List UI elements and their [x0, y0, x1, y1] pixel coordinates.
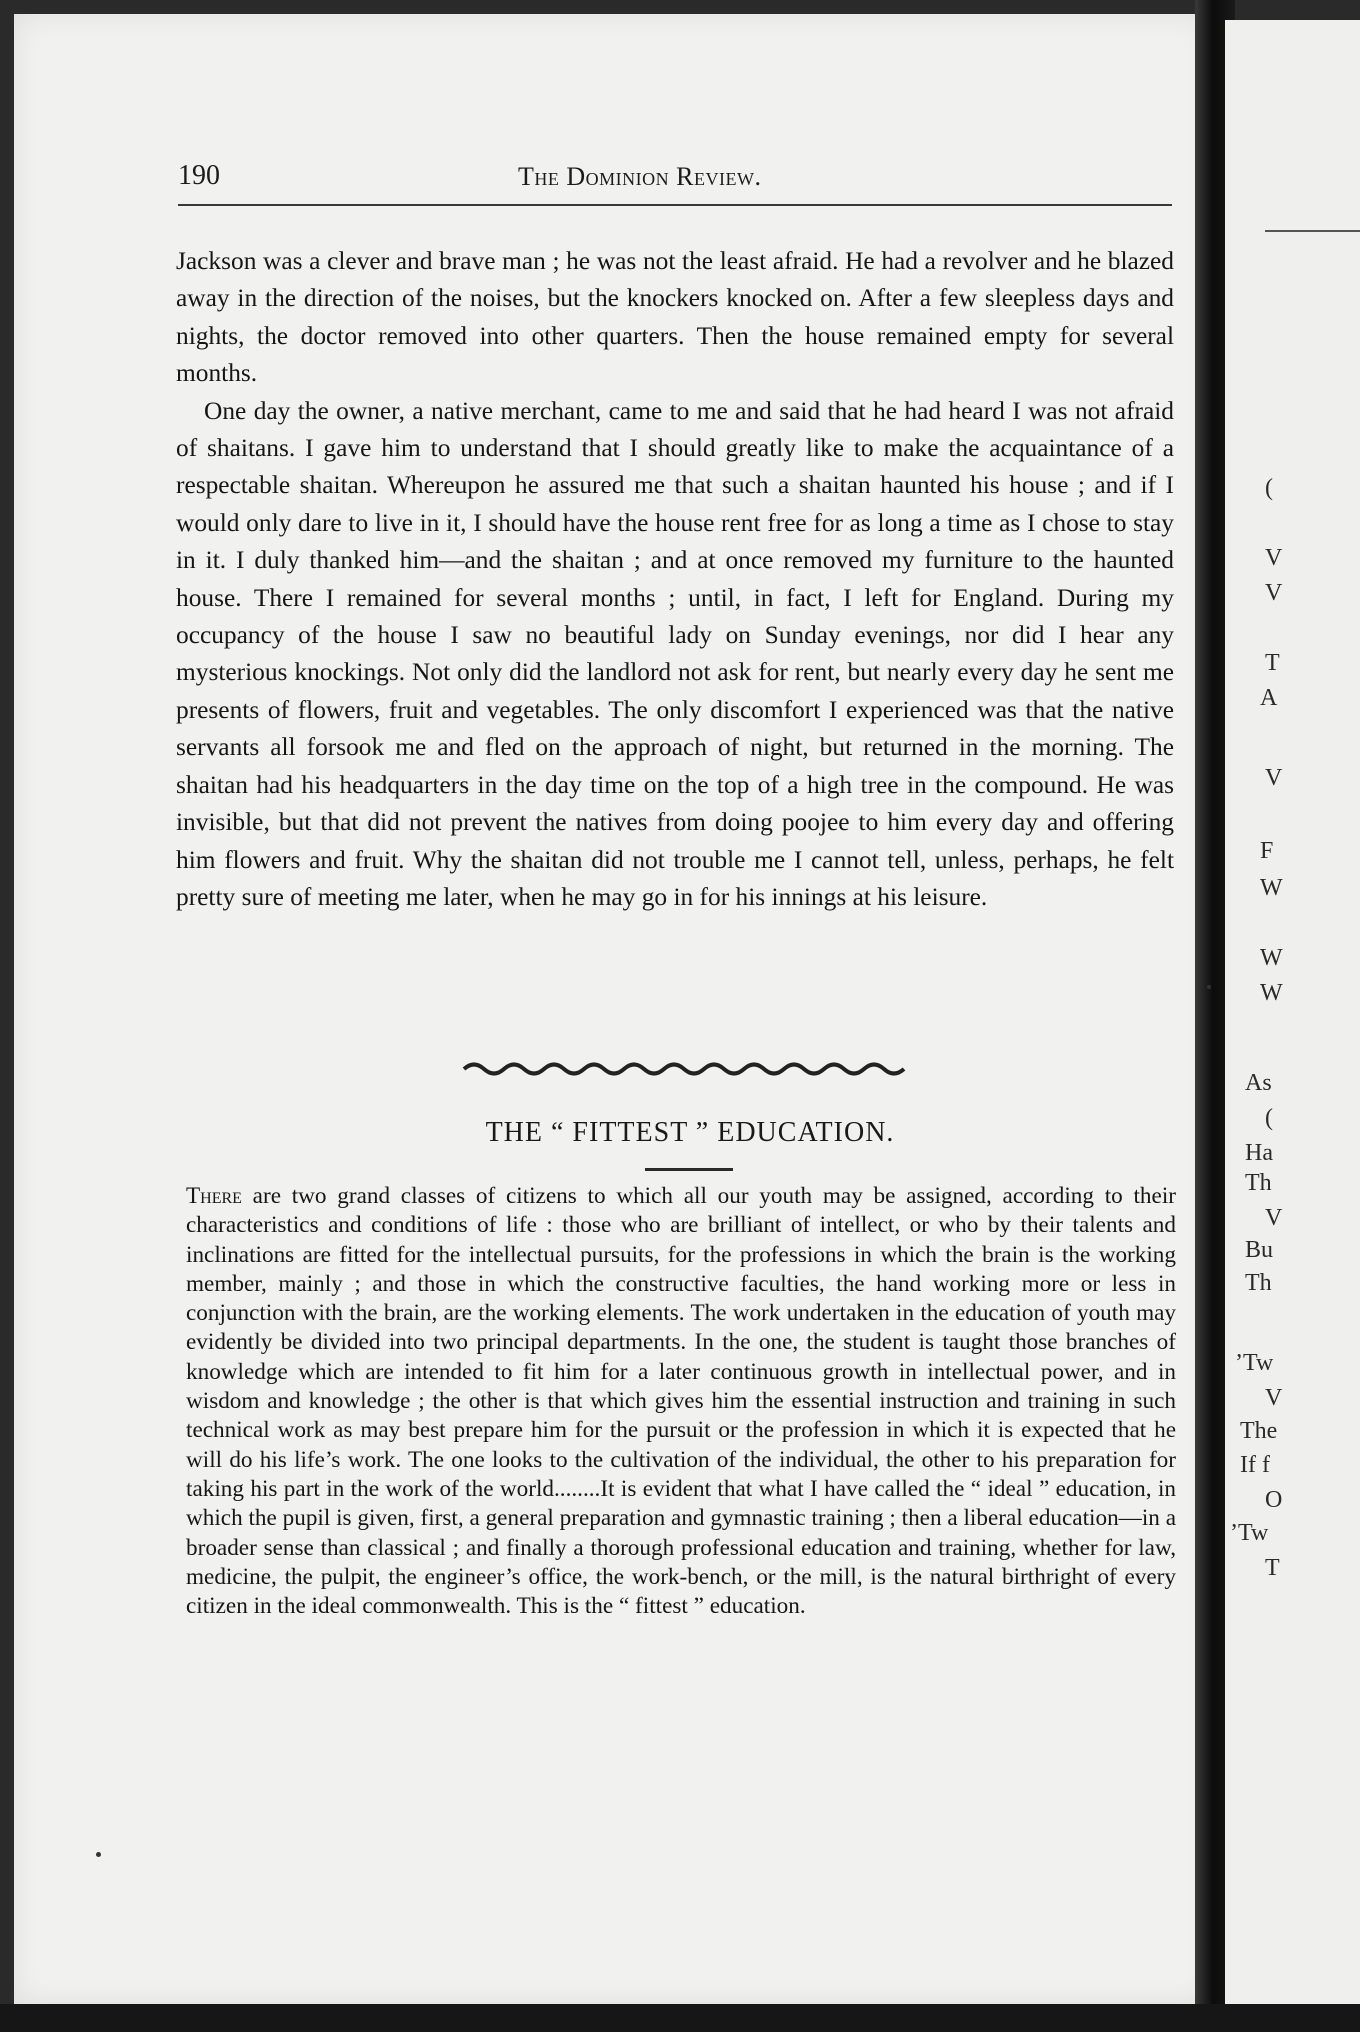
- facing-page-fragment: (: [1265, 475, 1273, 501]
- section-divider-ornament: [460, 1058, 908, 1080]
- facing-page: [1225, 20, 1360, 2010]
- facing-page-fragment: V: [1265, 765, 1283, 791]
- facing-page-fragment: As: [1245, 1070, 1272, 1096]
- paragraph: One day the owner, a native merchant, came to me and said that he had heard I was not afraid of shaitans. I gave him to understand that I should greatly like to make the acquaintance of a respectable shaitan. Whereupon he assured me that such a shaitan haunted his house ; and if I would only dare to live in it, I should have the house rent free for as long a time as I chose to stay in it. I duly thanked him—and the shaitan ; and at once removed my furniture to the haunted house. There I remained for several months ; until, in fact, I left for England. During my occupancy of the house I saw no beautiful lady on Sunday evenings, nor did I hear any mysterious knockings. Not only did the landlord not ask for rent, but nearly every day he sent me presents of flowers, fruit and vegetables. The only discomfort I experienced was that the native servants all forsook me and fled on the approach of night, but returned in the morning. The shaitan had his headquarters in the day time on the top of a high tree in the compound. He was invisible, but that did not prevent the natives from doing poojee to him every day and offering him flowers and fruit. Why the shaitan did not trouble me I cannot tell, unless, perhaps, he felt pretty sure of meeting me later, when he may go in for his innings at his leisure.: [176, 396, 1174, 911]
- facing-page-fragment: A: [1260, 685, 1278, 711]
- article-body: [186, 1182, 1176, 1621]
- facing-page-fragment: The: [1240, 1418, 1278, 1444]
- page-header: [178, 160, 1168, 200]
- facing-page-fragment: If f: [1240, 1452, 1270, 1478]
- facing-page-fragment: V: [1265, 580, 1283, 606]
- paragraph-text: are two grand classes of citizens to which all our youth may be assigned, according to their characteristics and conditions of life : those who are brilliant of intellect, or who by their talents and inclinations are fitted for the intellectual pursuits, for the professions in which the brain is the working member, mainly ; and those in which the constructive faculties, the hand working more or less in conjunction with the brain, are the working elements. The work undertaken in the education of youth may evidently be divided into two principal departments. In the one, the student is taught those branches of knowledge which are intended to fit him for a later continuous growth in intellectual power, and in wisdom and knowledge ; the other is that which gives him the essential instruction and training in such technical work as may best prepare him for the pursuit or the profession in which it is expected that he will do his life’s work. The one looks to the cultivation of the individual, the other to his preparation for taking his part in the work of the world........It is evident that what I have called the “ ideal ” education, in which the pupil is given, first, a general preparation and gymnastic training ; then a liberal education—in a broader sense than classical ; and finally a thorough professional education and training, whether for law, medicine, the pulpit, the engineer’s office, the work-bench, or the mill, is the natural birthright of every citizen in the ideal commonwealth. This is the “ fittest ” education.: [186, 1183, 1176, 1620]
- facing-page-fragment: Th: [1245, 1270, 1272, 1296]
- facing-page-fragment: Th: [1245, 1170, 1272, 1196]
- facing-page-fragment: T: [1265, 1555, 1280, 1581]
- facing-page-rule: [1265, 230, 1360, 232]
- facing-page-fragment: T: [1265, 650, 1280, 676]
- facing-page-fragment: ’Tw: [1230, 1520, 1269, 1546]
- facing-page-fragment: V: [1265, 1205, 1283, 1231]
- paragraph: Jackson was a clever and brave man ; he was not the least afraid. He had a revolver and he blazed away in the direction of the noises, but the knockers knocked on. After a few sleepless days and nights, the doctor removed into other quarters. Then the house remained empty for several months.: [176, 247, 1174, 388]
- facing-page-fragment: V: [1265, 1385, 1283, 1411]
- header-rule: [178, 204, 1172, 206]
- facing-page-fragment: Bu: [1245, 1237, 1274, 1263]
- facing-page-fragment: F: [1260, 838, 1274, 864]
- running-title: The Dominion Review.: [518, 162, 762, 191]
- scan-bottom-edge: [0, 2004, 1360, 2032]
- scan-speck: [96, 1852, 101, 1857]
- facing-page-fragment: W: [1260, 980, 1283, 1006]
- facing-page-fragment: O: [1265, 1487, 1283, 1513]
- facing-page-fragment: W: [1260, 875, 1283, 901]
- facing-page-fragment: ’Tw: [1235, 1350, 1274, 1376]
- article-title: THE “ FITTEST ” EDUCATION.: [485, 1117, 895, 1148]
- page-number: 190: [178, 160, 220, 191]
- facing-page-fragment: V: [1265, 545, 1283, 571]
- title-rule: [645, 1168, 733, 1171]
- paragraph: [186, 1182, 1176, 1621]
- lead-word: There: [186, 1183, 242, 1209]
- facing-page-fragment: W: [1260, 945, 1283, 971]
- facing-page-fragment: Ha: [1245, 1140, 1273, 1166]
- article-continuation: [176, 243, 1174, 916]
- scan-speck: [1207, 985, 1211, 989]
- facing-page-fragment: (: [1265, 1105, 1273, 1131]
